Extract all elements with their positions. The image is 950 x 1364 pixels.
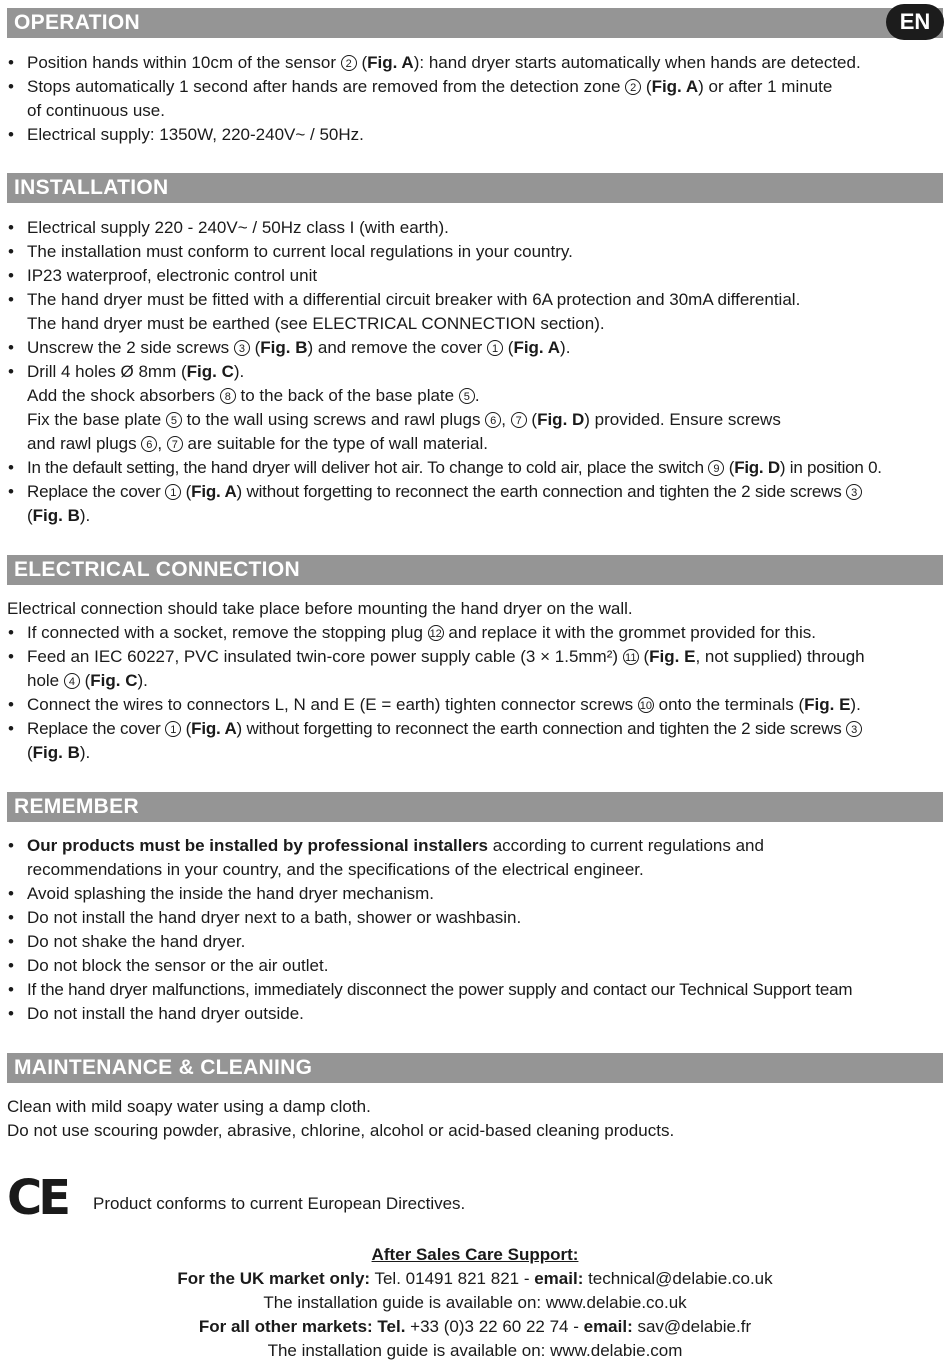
installation-heading: INSTALLATION bbox=[7, 173, 943, 203]
bullet: • bbox=[8, 338, 14, 357]
bullet: • bbox=[8, 362, 14, 381]
electrical-item-4: Replace the cover 1 (Fig. A) without forgetting to reconnect the earth connection and tighten the 2 side screws 3 bbox=[27, 717, 862, 741]
operation-heading: OPERATION bbox=[7, 8, 943, 38]
operation-item-2: Stops automatically 1 second after hands are removed from the detection zone 2 (Fig. A) or after 1 minute bbox=[27, 77, 833, 96]
remember-item-4: Do not shake the hand dryer. bbox=[27, 932, 246, 951]
support-uk-guide: The installation guide is available on: www.delabie.co.uk bbox=[263, 1293, 687, 1312]
bullet: • bbox=[8, 290, 14, 309]
installation-item-6: Drill 4 holes Ø 8mm (Fig. C). bbox=[27, 362, 245, 381]
bullet: • bbox=[8, 1004, 14, 1023]
remember-item-3: Do not install the hand dryer next to a bath, shower or washbasin. bbox=[27, 908, 522, 927]
bullet: • bbox=[8, 482, 14, 501]
installation-item-4-cont: The hand dryer must be earthed (see ELECTRICAL CONNECTION section). bbox=[27, 314, 605, 333]
bullet: • bbox=[8, 836, 14, 855]
installation-item-8: Replace the cover 1 (Fig. A) without forgetting to reconnect the earth connection and tighten the 2 side screws 3 bbox=[27, 480, 862, 504]
bullet: • bbox=[8, 218, 14, 237]
installation-item-6-line-2: Add the shock absorbers 8 to the back of the base plate 5 . bbox=[27, 386, 480, 405]
electrical-item-4-cont: (Fig. B). bbox=[27, 743, 91, 762]
installation-item-1: Electrical supply 220 - 240V~ / 50Hz class I (with earth). bbox=[27, 218, 449, 237]
remember-item-7: Do not install the hand dryer outside. bbox=[27, 1004, 304, 1023]
bullet: • bbox=[8, 647, 14, 666]
remember-heading: REMEMBER bbox=[7, 792, 943, 822]
bullet: • bbox=[8, 266, 14, 285]
electrical-intro: Electrical connection should take place before mounting the hand dryer on the wall. bbox=[7, 599, 633, 618]
electrical-heading: ELECTRICAL CONNECTION bbox=[7, 555, 943, 585]
bullet: • bbox=[8, 956, 14, 975]
installation-item-7: In the default setting, the hand dryer will deliver hot air. To change to cold air, place the switch 9 (Fig. D) in position 0. bbox=[27, 458, 882, 477]
bullet: • bbox=[8, 932, 14, 951]
installation-item-3: IP23 waterproof, electronic control unit bbox=[27, 266, 318, 285]
ce-mark-logo: CE bbox=[7, 1170, 68, 1226]
remember-item-5: Do not block the sensor or the air outlet. bbox=[27, 956, 329, 975]
operation-item-2-cont: of continuous use. bbox=[27, 101, 165, 120]
installation-item-4: The hand dryer must be fitted with a differential circuit breaker with 6A protection and 30mA differential. bbox=[27, 290, 801, 309]
operation-item-1: Position hands within 10cm of the sensor 2 (Fig. A): hand dryer starts automatically when hands are detected. bbox=[27, 53, 861, 72]
support-other-guide: The installation guide is available on: www.delabie.com bbox=[267, 1341, 683, 1360]
bullet: • bbox=[8, 695, 14, 714]
installation-item-6-line-3: Fix the base plate 5 to the wall using screws and rawl plugs 6 , 7 (Fig. D) provided. Ensure screws bbox=[27, 410, 781, 429]
bullet: • bbox=[8, 77, 14, 96]
operation-item-3: Electrical supply: 1350W, 220-240V~ / 50Hz. bbox=[27, 125, 364, 144]
bullet: • bbox=[8, 458, 14, 477]
installation-item-6-line-4: and rawl plugs 6 , 7 are suitable for the type of wall material. bbox=[27, 434, 488, 453]
bullet: • bbox=[8, 125, 14, 144]
electrical-item-3: Connect the wires to connectors L, N and E (E = earth) tighten connector screws 10 onto the terminals (Fig. E). bbox=[27, 695, 861, 714]
bullet: • bbox=[8, 884, 14, 903]
support-other-contact: For all other markets: Tel. +33 (0)3 22 60 22 74 - email: sav@delabie.fr bbox=[198, 1317, 752, 1336]
installation-item-5: Unscrew the 2 side screws 3 (Fig. B) and remove the cover 1 (Fig. A). bbox=[27, 338, 571, 357]
bullet: • bbox=[8, 980, 14, 999]
maintenance-line-1: Clean with mild soapy water using a damp cloth. bbox=[7, 1097, 371, 1116]
bullet: • bbox=[8, 908, 14, 927]
electrical-item-1: If connected with a socket, remove the stopping plug 12 and replace it with the grommet provided for this. bbox=[27, 623, 816, 642]
bullet: • bbox=[8, 719, 14, 738]
maintenance-heading: MAINTENANCE & CLEANING bbox=[7, 1053, 943, 1083]
remember-item-2: Avoid splashing the inside the hand dryer mechanism. bbox=[27, 884, 434, 903]
language-badge: EN bbox=[886, 4, 944, 40]
support-uk-contact: For the UK market only: Tel. 01491 821 821 - email: technical@delabie.co.uk bbox=[177, 1269, 773, 1288]
ce-conformity-text: Product conforms to current European Directives. bbox=[93, 1194, 466, 1213]
bullet: • bbox=[8, 53, 14, 72]
remember-item-1: Our products must be installed by professional installers according to current regulations and bbox=[27, 836, 764, 855]
remember-item-6: If the hand dryer malfunctions, immediately disconnect the power supply and contact our Technical Support team bbox=[27, 980, 853, 999]
maintenance-line-2: Do not use scouring powder, abrasive, chlorine, alcohol or acid-based cleaning products. bbox=[7, 1121, 675, 1140]
remember-item-1-cont: recommendations in your country, and the specifications of the electrical engineer. bbox=[27, 860, 644, 879]
support-heading: After Sales Care Support: bbox=[371, 1245, 579, 1264]
electrical-item-2-cont: hole 4 (Fig. C). bbox=[27, 671, 148, 690]
bullet: • bbox=[8, 242, 14, 261]
installation-item-2: The installation must conform to current local regulations in your country. bbox=[27, 242, 573, 261]
installation-item-8-cont: (Fig. B). bbox=[27, 506, 91, 525]
electrical-item-2: Feed an IEC 60227, PVC insulated twin-core power supply cable (3 × 1.5mm²) 11 (Fig. E, not supplied) through bbox=[27, 647, 865, 666]
bullet: • bbox=[8, 623, 14, 642]
